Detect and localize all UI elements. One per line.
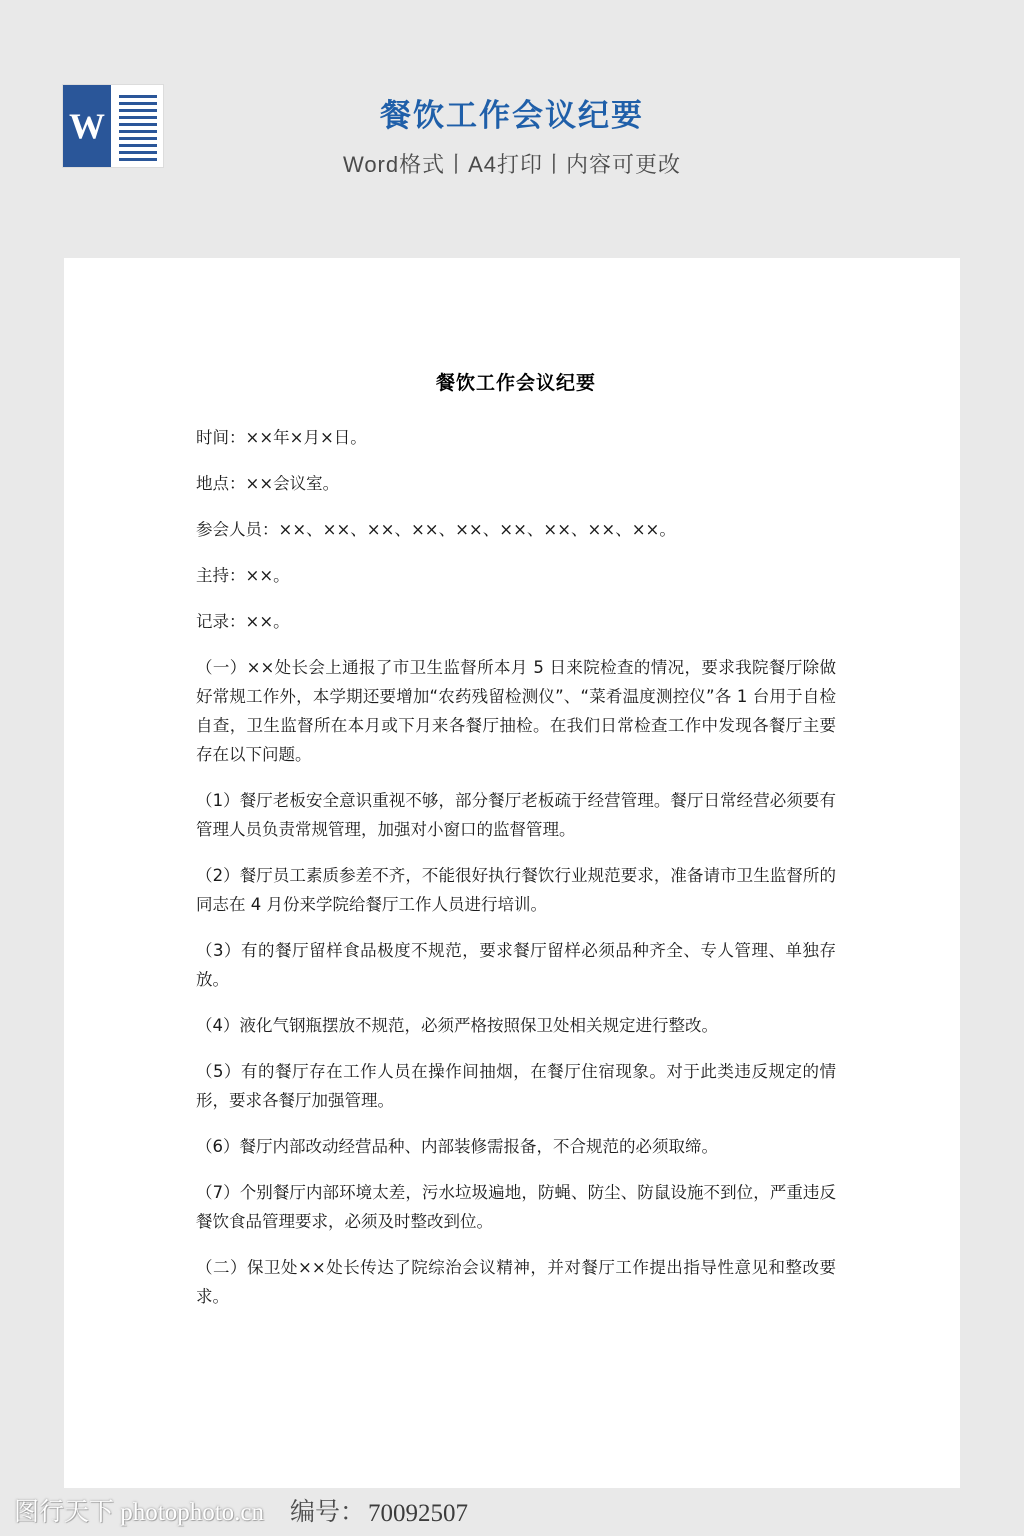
document-meta-line: 参会人员：××、××、××、××、××、××、××、××、××。 xyxy=(196,520,676,539)
document-body xyxy=(196,368,836,1328)
footer-watermark xyxy=(0,1488,1024,1536)
document-meta-line: 记录：××。 xyxy=(196,612,290,631)
document-paragraph: （二）保卫处××处长传达了院综治会议精神，并对餐厅工作提出指导性意见和整改要求。 xyxy=(196,1258,836,1306)
header-subtitle: Word格式丨A4打印丨内容可更改 xyxy=(342,152,682,177)
header-text-group xyxy=(0,96,1024,180)
watermark-code-value: 70092507 xyxy=(368,1500,468,1527)
document-meta-line: 主持：××。 xyxy=(196,566,290,585)
document-paragraph: （3）有的餐厅留样食品极度不规范，要求餐厅留样必须品种齐全、专人管理、单独存放。 xyxy=(196,941,836,989)
word-logo-letter: W xyxy=(69,106,105,146)
watermark-code-label: 编号： xyxy=(290,1499,366,1526)
document-paragraph: （6）餐厅内部改动经营品种、内部装修需报备，不合规范的必须取缔。 xyxy=(196,1137,718,1156)
document-paragraph: （5）有的餐厅存在工作人员在操作间抽烟，在餐厅住宿现象。对于此类违反规定的情形，要求各餐厅加强管理。 xyxy=(196,1062,836,1110)
document-paragraph: （7）个别餐厅内部环境太差，污水垃圾遍地，防蝇、防尘、防鼠设施不到位，严重违反餐饮食品管理要求，必须及时整改到位。 xyxy=(196,1183,836,1231)
document-paragraph: （一）××处长会上通报了市卫生监督所本月 5 日来院检查的情况，要求我院餐厅除做好常规工作外，本学期还要增加“农药残留检测仪”、“菜肴温度测控仪”各 1 台用于自检自查，卫生监督所在本月或下月来各餐厅抽检。在我们日常检查工作中发现各餐厅主要存在以下问题。 xyxy=(196,658,836,764)
header-banner xyxy=(0,0,1024,258)
document-meta-line: 地点：××会议室。 xyxy=(196,474,340,493)
document-paragraph: （4）液化气钢瓶摆放不规范，必须严格按照保卫处相关规定进行整改。 xyxy=(196,1016,718,1035)
document-title: 餐饮工作会议纪要 xyxy=(435,372,596,394)
document-paragraph: （1）餐厅老板安全意识重视不够，部分餐厅老板疏于经营管理。餐厅日常经营必须要有管理人员负责常规管理，加强对小窗口的监督管理。 xyxy=(196,791,836,839)
header-title: 餐饮工作会议纪要 xyxy=(380,98,644,133)
document-page xyxy=(64,258,960,1488)
document-meta-line: 时间：××年×月×日。 xyxy=(196,428,367,447)
watermark-site-name: 图行天下 photophoto.cn xyxy=(14,1499,264,1526)
document-paragraph: （2）餐厅员工素质参差不齐，不能很好执行餐饮行业规范要求，准备请市卫生监督所的同志在 4 月份来学院给餐厅工作人员进行培训。 xyxy=(196,866,836,914)
